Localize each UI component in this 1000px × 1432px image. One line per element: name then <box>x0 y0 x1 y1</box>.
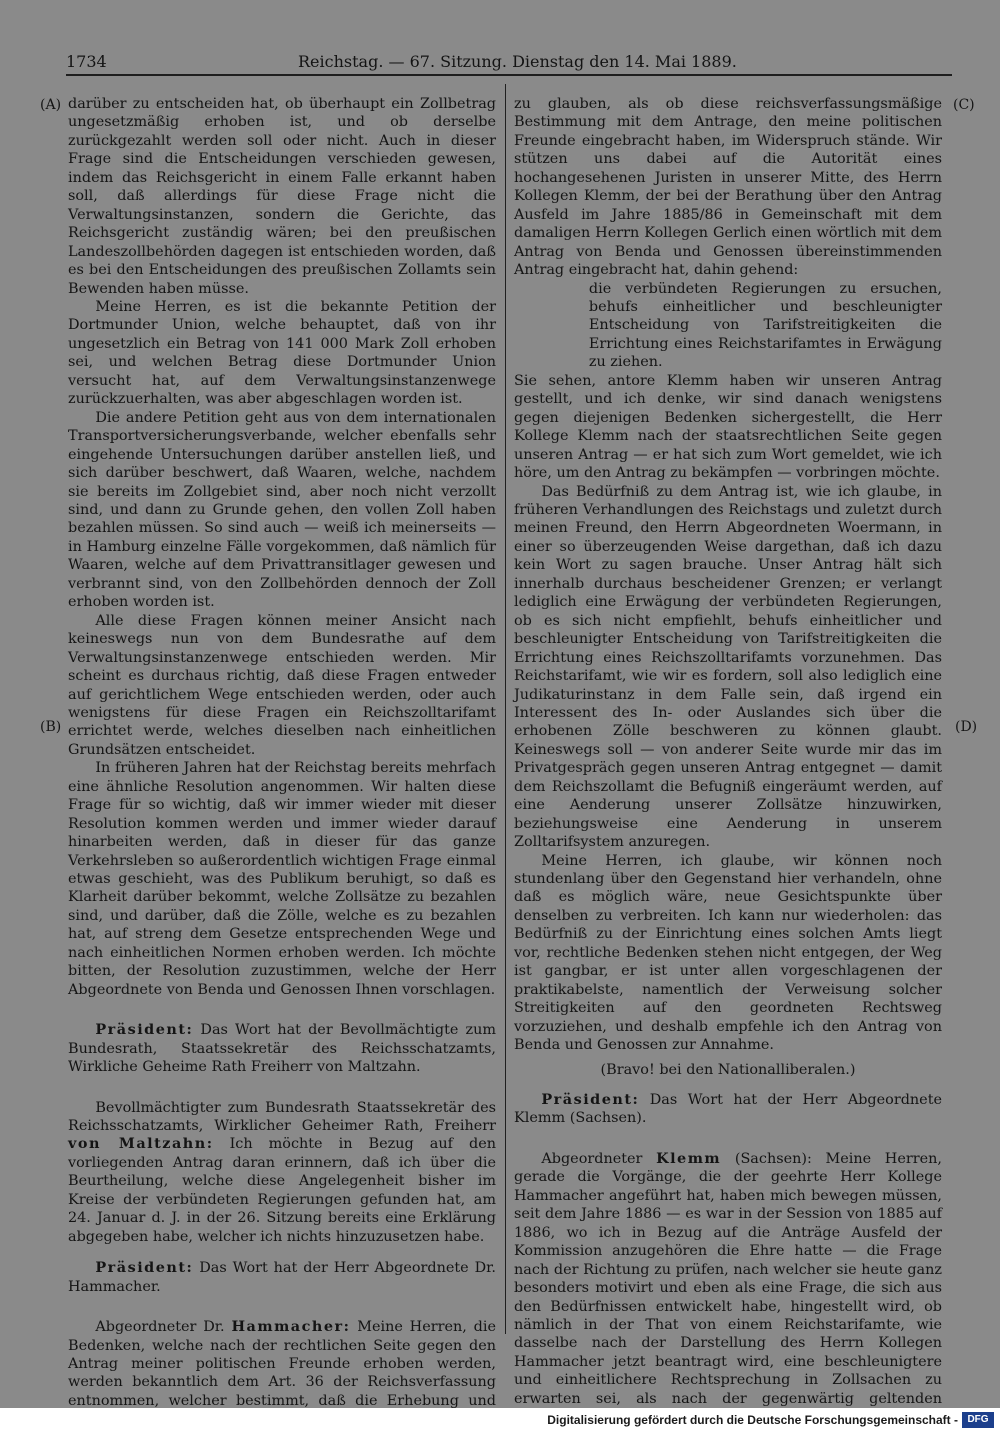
speaker-intro: Bevollmächtigter zum Bundesrath Staatssekretär des Reichsschatzamts, Wirklicher Geheimer Rath, Freiherr <box>68 1099 496 1135</box>
paragraph: Alle diese Fragen können meiner Ansicht nach keineswegs nun von dem Bundesrathe auf dem Verwaltungsinstanzenwege entschieden werden. Mir scheint es durchaus richtig, daß diese Fragen entweder auf gerichtlichem Wege entschieden werden, oder auch wenigstens für diese Fragen ein Reichszolltarifamt errichtet werde, welches dieselben nach einheitlichen Grundsätzen entscheidet. <box>68 612 496 758</box>
speaker-name: Präsident: <box>95 1259 194 1277</box>
speech-text: Das Wort hat der Bevollmächtigte zum Bundesrath, Staatssekretär des Reichsschatzamts, Wirkliche Geheime Rath Freiherr von Maltzahn. <box>68 1022 496 1076</box>
left-column <box>68 95 496 1408</box>
margin-mark-c: (C) <box>953 97 975 113</box>
paragraph: Sie sehen, antore Klemm haben wir unseren Antrag gestellt, und ich denke, wir sind danach wenigstens gegen diejenigen Bedenken sichergestellt, die Herr Kollege Klemm nach der staatsrechtlichen Seite gegen unseren Antrag — er hat sich zum Wort gemeldet, wie ich höre, um den Antrag zu bekämpfen — vorbringen möchte. <box>514 372 942 482</box>
speaker-paragraph <box>68 1259 496 1296</box>
speaker-paragraph <box>68 1021 496 1076</box>
speaker-name: Klemm <box>656 1149 722 1167</box>
header-rule <box>66 74 952 76</box>
paragraph: Das Bedürfniß zu dem Antrag ist, wie ich glaube, in früheren Verhandlungen des Reichstags und zuletzt durch meinen Freund, den Herrn Abgeordneten Woermann, in einer so überzeugenden Weise dargethan, daß ich dazu kein Wort zu sagen brauche. Unser Antrag hält sich innerhalb durchaus bescheidener Grenzen; er verlangt lediglich eine Erwägung der verbündeten Regierungen, ob es sich nicht empfiehlt, behufs einheitlicher und beschleunigter Entscheidung von Tarifstreitigkeiten die Errichtung eines Reichszolltarifamts vorzunehmen. Das Reichstarifamt, wie wir es fordern, soll also lediglich eine Judikaturinstanz in dem Falle sein, daß irgend ein Interessent des In- oder Auslandes sich über die erhobenen Zölle beschweren zu können glaubt. Keineswegs soll — von anderer Seite wurde mir das im Privatgespräch gegen unseren Antrag entgegnet — damit dem Reichszollamt die Befugniß eingeräumt werden, auf eine Aenderung unserer Zollsätze hinzuwirken, beziehungsweise eine Aenderung in unserem Zolltarifsystem anzuregen. <box>514 483 942 851</box>
paragraph: Meine Herren, ich glaube, wir können noch stundenlang über den Gegenstand hier verhandeln, ohne daß es möglich wäre, neue Gesichtspunkte über denselben zu verbreiten. Ich kann nur wiederholen: das Bedürfniß zu der Einrichtung eines solchen Amts liegt vor, rechtliche Bedenken stehen nicht entgegen, der Weg ist gangbar, er ist unter allen vorgeschlagenen der praktikabelste, namentlich der Verweisung solcher Streitigkeiten auf den geordneten Rechtsweg vorzuziehen, und deshalb empfehle ich den Antrag von Benda und Genossen zur Annahme. <box>514 852 942 1054</box>
speaker-paragraph <box>68 1318 496 1408</box>
paragraph: Die andere Petition geht aus von dem internationalen Transportversicherungsverbande, welcher ebenfalls sehr eingehende Untersuchungen darüber anstellen ließ, und sich darüber beschwert, daß Waaren, welche, nachdem sie bereits im Zollgebiet sind, aber noch nicht verzollt sind, und dann zu Grunde gehen, den vollen Zoll haben bezahlen müssen. So sind auch — weiß ich meinerseits — in Hamburg einzelne Fälle vorgekommen, daß nämlich für Waaren, welche auf dem Privattransitlager gewesen und verbrannt sind, von den Zollbehörden dennoch der Zoll erhoben worden ist. <box>68 409 496 611</box>
dfg-logo: DFG <box>962 1412 994 1428</box>
column-divider <box>505 84 506 1334</box>
speaker-paragraph <box>68 1099 496 1247</box>
right-column <box>514 95 942 1408</box>
speech-text: Meine Herren, die Bedenken, welche nach der rechtlichen Seite gegen den Antrag meiner politischen Freunde erhoben werden, werden bekanntlich dem Art. 36 der Reichsverfassung entnommen, welcher bestimmt, daß die Erhebung und <box>68 1319 496 1408</box>
margin-mark-b: (B) <box>40 719 62 735</box>
margin-mark-a: (A) <box>40 97 62 113</box>
quoted-motion: die verbündeten Regierungen zu ersuchen, behufs einheitlicher und beschleunigter Entscheidung von Tarifstreitigkeiten die Errichtung eines Reichstarifamtes in Erwägung zu ziehen. <box>588 280 942 371</box>
speaker-intro: Abgeordneter Dr. <box>95 1319 232 1336</box>
speaker-name: Hammacher: <box>231 1318 351 1336</box>
paragraph: In früheren Jahren hat der Reichstag bereits mehrfach eine ähnliche Resolution angenommen. Wir halten diese Frage für so wichtig, daß wir immer wieder mit dieser Resolution kommen werden und immer wieder darauf hinarbeiten werden, daß in dieser für das ganze Verkehrsleben so außerordentlich wichtigen Frage einmal etwas geschieht, was des Publikum beruhigt, so daß es Klarheit darüber bekommt, welche Zollsätze zu bezahlen sind, und darüber, daß die Zölle, welche es zu bezahlen hat, auf streng dem Gesetze entsprechenden Wege und nach einheitlichen Normen erhoben werden. Ich möchte bitten, der Resolution zuzustimmen, welche der Herr Abgeordnete von Benda und Genossen Ihnen vorschlagen. <box>68 760 496 998</box>
speech-text: (Sachsen): Meine Herren, gerade die Vorgänge, die der geehrte Herr Kollege Hammacher angeführt hat, haben mich bewegen müssen, seit dem Jahre 1886 — es war in der Session von 1885 auf 1886, wo ich in Bezug auf die Anträge Ausfeld der Kommission anzugehören die Ehre hatte — die Frage nach der Richtung zu prüfen, nach welcher sie heute ganz besonders motivirt und eben als eine Frage, die sich aus den Bedürfnissen entwickelt habe, hingestellt wird, ob nämlich in der That von einem Reichstarifamte, wie dasselbe nach der Darstellung des Herrn Kollegen Hammacher jetzt beantragt wird, eine beschleunigtere und einheitlichere Rechtsprechung in Zollsachen zu erwarten sei, als nach der gegenwärtig geltenden <box>514 1150 942 1407</box>
speaker-name: Präsident: <box>541 1091 640 1109</box>
page-number: 1734 <box>66 52 107 71</box>
applause-note: (Bravo! bei den Nationalliberalen.) <box>600 1061 856 1078</box>
page-header <box>66 52 952 74</box>
speaker-name: von Maltzahn: <box>68 1135 214 1153</box>
margin-mark-d: (D) <box>955 719 978 735</box>
speaker-paragraph <box>514 1091 942 1128</box>
paragraph: darüber zu entscheiden hat, ob überhaupt ein Zollbetrag ungesetzmäßig erhoben ist, und ob derselbe zurückgezahlt werden soll oder nicht. Auch in dieser Frage sind die Entscheidungen verschieden gewesen, indem das Reichsgericht in einem Falle erkannt haben soll, daß allerdings für diese Frage nicht die Verwaltungsinstanzen, sondern die Gerichte, das Reichsgericht zuständig wären; bei den preußischen Landeszollbehörden dagegen ist entschieden worden, daß es bei den Entscheidungen des preußischen Zollamts sein Bewenden haben müsse. <box>68 96 496 297</box>
speaker-paragraph <box>514 1150 942 1408</box>
footer-bar <box>0 1408 1000 1432</box>
speech-text: Ich möchte in Bezug auf den vorliegenden Antrag daran erinnern, daß ich über die Beurtheilung, welche diese Angelegenheit bisher im Kreise der verbündeten Regierungen gefunden hat, am 24. Januar d. J. in der 26. Sitzung bereits eine Erklärung abgegeben habe, welcher ich nichts hinzuzusetzen habe. <box>68 1136 496 1245</box>
running-title: Reichstag. — 67. Sitzung. Dienstag den 14. Mai 1889. <box>298 52 737 71</box>
paragraph: Meine Herren, es ist die bekannte Petition der Dortmunder Union, welche behauptet, daß von ihr ungesetzlich ein Betrag von 141 000 Mark Zoll erhoben sei, und welchen Betrag diese Dortmunder Union versucht hat, auf dem Verwaltungsinstanzenwege zurückzuerhalten, was aber abgeschlagen worden ist. <box>68 298 496 408</box>
speaker-name: Präsident: <box>95 1021 194 1039</box>
paragraph: zu glauben, als ob diese reichsverfassungsmäßige Bestimmung mit dem Antrage, den meine politischen Freunde eingebracht haben, im Widerspruch stände. Wir stützen uns dabei auf die Autorität eines hochangesehenen Juristen in unserer Mitte, des Herrn Kollegen Klemm, der bei der Berathung über den Antrag Ausfeld im Jahre 1885/86 in Gemeinschaft mit dem damaligen Herrn Kollegen Gerlich einen wörtlich mit dem Antrag von Benda und Genossen übereinstimmenden Antrag eingebracht hat, dahin gehend: <box>514 96 942 279</box>
speech-text: Das Wort hat der Herr Abgeordnete Klemm (Sachsen). <box>514 1092 942 1127</box>
funding-note: Digitalisierung gefördert durch die Deutsche Forschungsgemeinschaft - <box>547 1413 958 1427</box>
speech-text: Das Wort hat der Herr Abgeordnete Dr. Hammacher. <box>68 1260 496 1295</box>
speaker-intro: Abgeordneter <box>541 1150 657 1167</box>
